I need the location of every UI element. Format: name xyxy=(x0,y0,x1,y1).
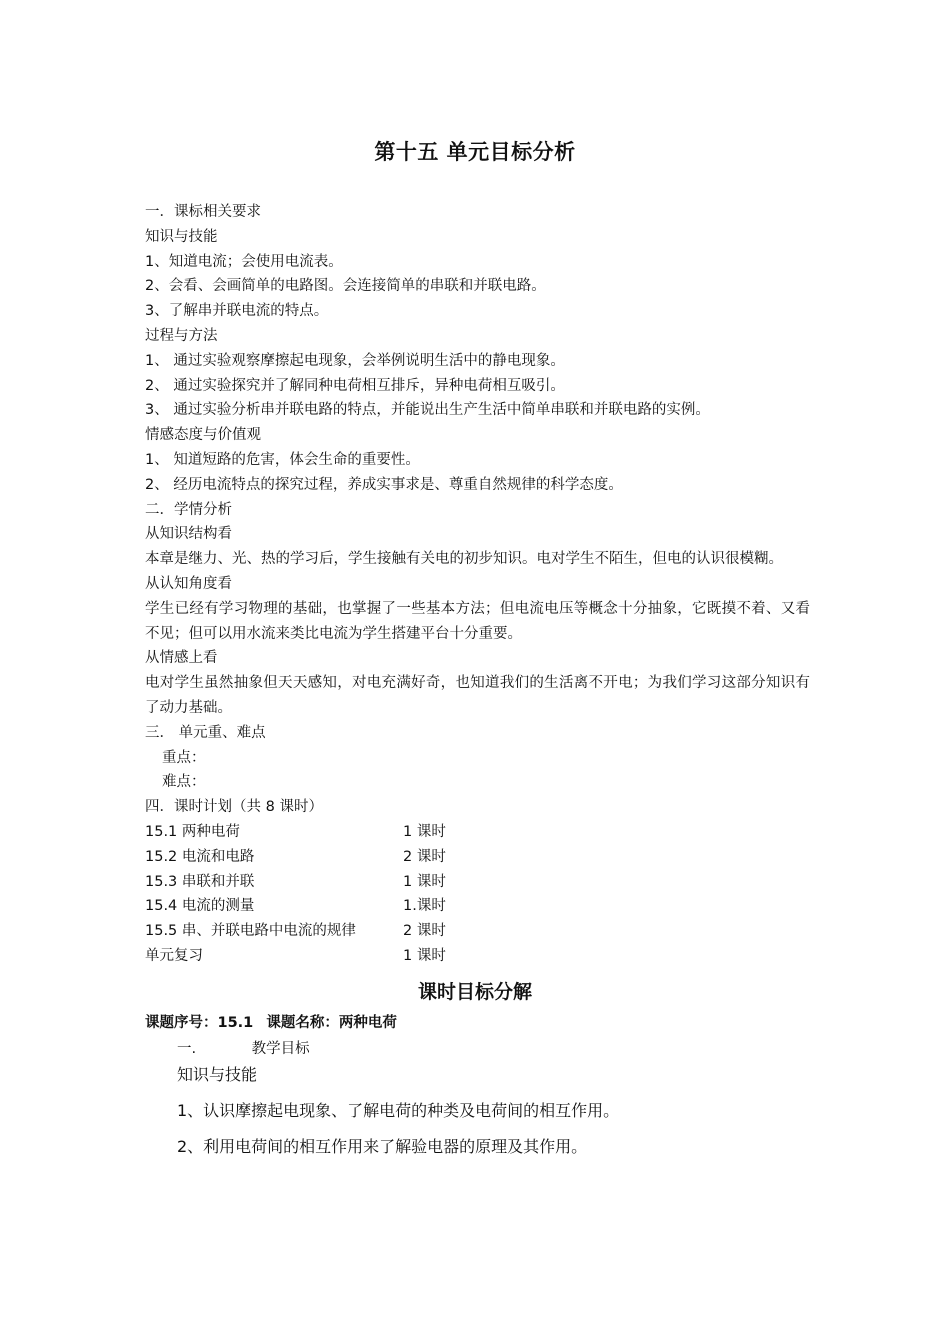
plan-lesson-name: 15.1 两种电荷 xyxy=(145,823,240,840)
document-body xyxy=(145,200,810,1161)
difficult-points-label: 难点： xyxy=(162,774,206,791)
plan-lesson-hours: 2 课时 xyxy=(403,923,446,940)
goal-heading: 教学目标 xyxy=(251,1040,310,1057)
attitude-item: 2、 经历电流特点的探究过程，养成实事求是、尊重自然规律的科学态度。 xyxy=(145,476,623,493)
page-title: 第十五 单元目标分析 xyxy=(374,140,576,164)
process-item: 3、 通过实验分析串并联电路的特点，并能说出生产生活中简单串联和并联电路的实例。 xyxy=(145,402,710,419)
lesson-knowledge-label: 知识与技能 xyxy=(177,1064,258,1084)
plan-lesson-hours: 1.课时 xyxy=(403,898,446,915)
emotion-text: 电对学生虽然抽象但天天感知，对电充满好奇，也知道我们的生活离不开电；为我们学习这部分知识有了动力基础。 xyxy=(145,675,810,716)
structure-label: 从知识结构看 xyxy=(145,526,232,543)
plan-lesson-name: 15.4 电流的测量 xyxy=(145,898,255,915)
process-item: 2、 通过实验探究并了解同种电荷相互排斥，异种电荷相互吸引。 xyxy=(145,377,565,394)
section4-heading: 四．课时计划（共 8 课时） xyxy=(145,799,323,816)
plan-lesson-hours: 1 课时 xyxy=(403,873,446,890)
knowledge-label: 知识与技能 xyxy=(145,228,218,245)
lesson-goal-item: 2、利用电荷间的相互作用来了解验电器的原理及其作用。 xyxy=(177,1136,588,1156)
plan-lesson-hours: 1 课时 xyxy=(403,823,446,840)
plan-lesson-name: 15.3 串联和并联 xyxy=(145,873,255,890)
emotion-label: 从情感上看 xyxy=(145,650,218,667)
attitude-item: 1、 知道短路的危害，体会生命的重要性。 xyxy=(145,451,420,468)
plan-row xyxy=(145,894,810,919)
knowledge-item: 2、会看、会画简单的电路图。会连接简单的串联和并联电路。 xyxy=(145,278,546,295)
goal-number: 一. xyxy=(177,1040,197,1057)
attitude-label: 情感态度与价值观 xyxy=(145,427,261,444)
goal-heading-row xyxy=(145,1037,810,1061)
section3-heading: 三． 单元重、难点 xyxy=(145,724,266,741)
process-item: 1、 通过实验观察摩擦起电现象，会举例说明生活中的静电现象。 xyxy=(145,352,565,369)
cognition-text: 学生已经有学习物理的基础，也掌握了一些基本方法；但电流电压等概念十分抽象，它既摸不着、又看不见；但可以用水流来类比电流为学生搭建平台十分重要。 xyxy=(145,600,810,642)
plan-lesson-name: 单元复习 xyxy=(145,947,203,964)
plan-row xyxy=(145,820,810,845)
plan-lesson-name: 15.2 电流和电路 xyxy=(145,848,255,865)
plan-row xyxy=(145,870,810,895)
plan-row xyxy=(145,944,810,969)
plan-lesson-hours: 1 课时 xyxy=(403,947,446,964)
section1-heading: 一．课标相关要求 xyxy=(145,204,261,220)
lesson-header xyxy=(145,1009,810,1037)
knowledge-item: 1、知道电流；会使用电流表。 xyxy=(145,253,343,270)
plan-lesson-name: 15.5 串、并联电路中电流的规律 xyxy=(145,923,356,940)
lesson-subtitle: 课时目标分解 xyxy=(417,980,532,1003)
lesson-number: 课题序号：15.1 xyxy=(145,1014,254,1031)
key-points-label: 重点： xyxy=(162,749,206,766)
section2-heading: 二．学情分析 xyxy=(145,501,232,518)
plan-row xyxy=(145,919,810,944)
lesson-name: 课题名称：两种电荷 xyxy=(266,1014,397,1031)
knowledge-item: 3、了解串并联电流的特点。 xyxy=(145,303,329,320)
lesson-goal-item: 1、认识摩擦起电现象、了解电荷的种类及电荷间的相互作用。 xyxy=(177,1100,620,1120)
process-label: 过程与方法 xyxy=(145,327,218,344)
plan-row xyxy=(145,845,810,870)
cognition-label: 从认知角度看 xyxy=(145,575,232,592)
plan-lesson-hours: 2 课时 xyxy=(403,848,446,865)
structure-text: 本章是继力、光、热的学习后，学生接触有关电的初步知识。电对学生不陌生，但电的认识很模糊。 xyxy=(145,551,783,568)
